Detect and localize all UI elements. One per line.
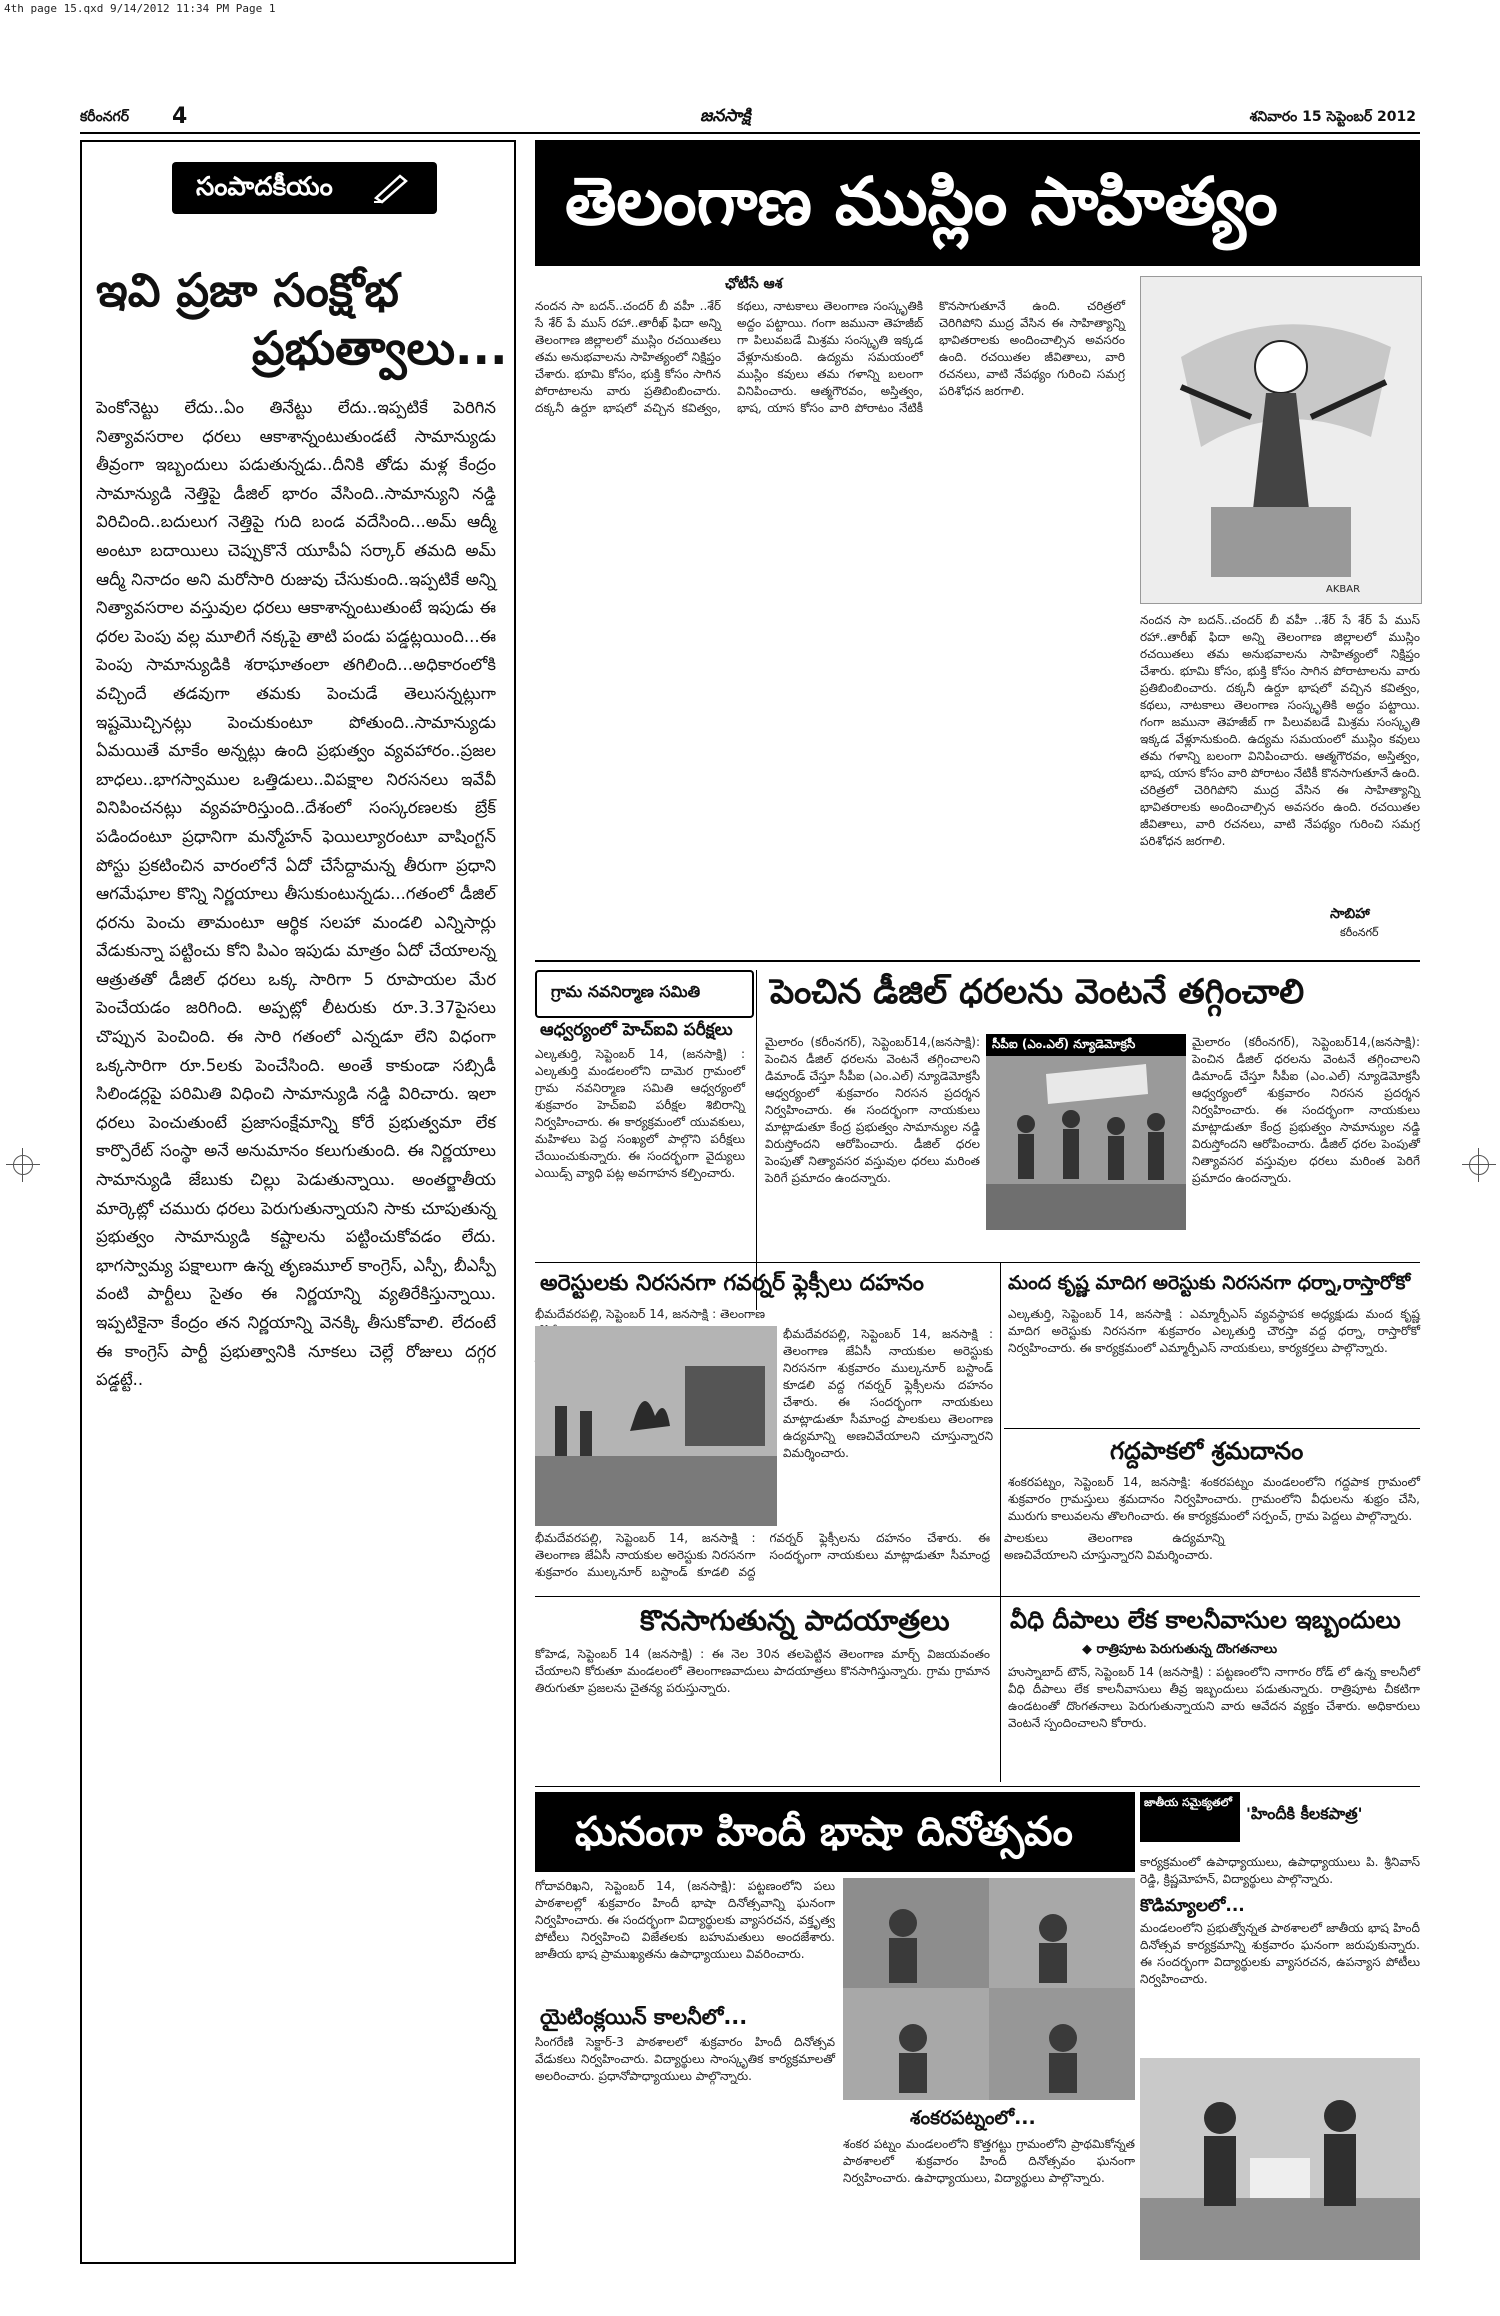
diamond-bullet-icon: ◆ [1082,1642,1097,1657]
pen-icon [372,172,410,204]
page-header [80,104,1420,130]
hindi-day-photo [843,1878,1135,2100]
diesel-continued-text: మైలారం (కరీంనగర్), సెప్టెంబర్14,(జనసాక్షి): పెంచిన డీజిల్ ధరలను వెంటనే తగ్గించాలని డిమాండ్ చేస్తూ సీపీఐ (ఎం.ఎల్) న్యూడెమోక్రసీ ఆధ్వర్యంలో శుక్రవారం నిరసన ప్రదర్శన నిర్వహించారు. ఈ సందర్భంగా నాయకులు మాట్లాడుతూ కేంద్ర ప్రభుత్వం సామాన్యుల నడ్డి విరుస్తోందని ఆరోపించారు. డీజిల్ ధరల పెంపుతో నిత్యావసర వస్తువుల ధరలు మరింత పెరిగే ప్రమాదం ఉందన్నారు. [1192,1035,1420,1185]
feature-article [535,276,1135,932]
feature-cartoon [1140,276,1422,604]
registration-mark-icon [1469,1155,1489,1175]
padayatra-headline: కొనసాగుతున్న పాదయాత్రలు [640,1604,950,1637]
hindi-day-body: గోదావరిఖని, సెప్టెంబర్ 14, (జనసాక్షి): పట్టణంలోని పలు పాఠశాలల్లో శుక్రవారం హిందీ భాషా దినోత్సవాన్ని ఘనంగా నిర్వహించారు. ఈ సందర్భంగా విద్యార్థులకు వ్యాసరచన, వక్తృత్వ పోటీలు నిర్వహించి విజేతలకు బహుమతులు అందజేశారు. జాతీయ భాష ప్రాముఖ్యతను ఉపాధ్యాయులు వివరించారు. [535,1879,835,1961]
yiting-headline: యైటింక్లయిన్ కాలనీలో... [540,2005,748,2029]
national-headline: 'హిందీకి కీలకపాత్ర' [1246,1804,1363,1823]
page-number: 4 [172,104,188,129]
diesel-headline: పెంచిన డీజిల్ ధరలను వెంటనే తగ్గించాలి [770,972,1305,1012]
streetlights-body: హుస్నాబాద్ టౌన్, సెప్టెంబర్ 14 (జనసాక్షి) : పట్టణంలోని నాగారం రోడ్ లో ఉన్న కాలనీలో వీధి దీపాలు లేక కాలనీవాసులు తీవ్ర ఇబ్బందులు పడుతున్నారు. రాత్రిపూట చీకటిగా ఉండటంతో దొంగతనాలు పెరుగుతున్నాయని వారు ఆవేదన వ్యక్తం చేశారు. అధికారులు వెంటనే స్పందించాలని కోరారు. [1008,1665,1420,1730]
section-divider [535,960,1420,962]
section-divider [535,1786,1420,1787]
yiting-body: సింగరేణి సెక్టార్-3 పాఠశాలలో శుక్రవారం హిందీ దినోత్సవ వేడుకలు నిర్వహించారు. విద్యార్థులు సాంస్కృతిక కార్యక్రమాలతో అలరించారు. ప్రధానోపాధ్యాయులు పాల్గొన్నారు. [535,2035,835,2083]
national-kicker: జాతీయ సమైక్యతలో [1144,1796,1232,1809]
national-sub-body: మండలంలోని ప్రభుత్వోన్నత పాఠశాలలో జాతీయ భాష హిందీ దినోత్సవ కార్యక్రమాన్ని శుక్రవారం ఘనంగా జరుపుకున్నారు. ఈ సందర్భంగా విద్యార్థులకు వ్యాసరచన, ఉపన్యాస పోటీలు నిర్వహించారు. [1140,1921,1420,1986]
print-slug: 4th page 15.qxd 9/14/2012 11:34 PM Page 1 [4,2,276,15]
national-kicker-box [1140,1792,1240,1842]
feature-body-continued [1140,612,1420,902]
editorial-headline-line1: ఇవి ప్రజా సంక్షోభ [96,263,399,317]
dharna-body: ఎల్కతుర్తి, సెప్టెంబర్ 14, జనసాక్షి : ఎమ్మార్పీఎస్ వ్యవస్థాపక అధ్యక్షుడు మంద కృష్ణ మాదిగ అరెస్టుకు నిరసనగా శుక్రవారం ఎల్కతుర్తి చౌరస్తా వద్ద ధర్నా, రాస్తారోకో నిర్వహించారు. ఈ కార్యక్రమంలో ఎమ్మార్పీఎస్ నాయకులు, కార్యకర్తలు పాల్గొన్నారు. [1008,1307,1420,1355]
national-sub-headline: కొడిమ్యాలలో... [1140,1896,1245,1916]
issue-date: శనివారం 15 సెప్టెంబర్ 2012 [1249,109,1416,125]
shramadanam-body: శంకరపట్నం, సెప్టెంబర్ 14, జనసాక్షి: శంకరపట్నం మండలంలోని గద్దపాక గ్రామంలో శుక్రవారం గ్రామస్తులు శ్రమదానం నిర్వహించారు. గ్రామంలోని వీధులను శుభ్రం చేసి, మురుగు కాలువలను తొలగించారు. ఈ కార్యక్రమంలో సర్పంచ్, గ్రామ పెద్దలు పాల్గొన్నారు. [1008,1475,1420,1523]
streetlights-subhead-row [1082,1642,1277,1660]
editorial-column [80,140,516,2264]
village-kicker-box [535,970,754,1018]
students-photo [1140,2058,1420,2260]
shankarapatnam-headline: శంకరపట్నంలో... [910,2107,1036,2129]
effigy-photo [535,1326,777,1526]
streetlights-headline: వీధి దీపాలు లేక కాలనీవాసుల ఇబ్బందులు [1010,1606,1401,1634]
national-header [1140,1792,1420,1848]
editorial-body: పెంకోనెట్టు లేదు..ఏం తినేట్టు లేదు..ఇప్పటికే పెరిగిన నిత్యావసరాల ధరలు ఆకాశాన్నంటుతుండటే సామాన్యుడు తీవ్రంగా ఇబ్బందులు పడుతున్నడు..దీనికి తోడు మళ్ల కేంద్రం సామాన్యుడి నెత్తిపై డీజిల్ భారం వేసింది..సామాన్యుని నడ్డి విరిచింది..బదులుగ నెత్తిపై గుది బండ వదేసింది...అమ్ ఆద్మీ అంటూ బదాయిలు చెప్పుకొనే యూపీఏ సర్కార్ తమది అమ్ ఆద్మీ నినాదం అని మరోసారి రుజువు చేసుకుంది..ఇప్పటికే అన్ని నిత్యావసరాల వస్తువుల ధరలు ఆకాశాన్నంటుతుంటే ఇపుడు ఈ ధరల పెంపు వల్ల మూలిగే నక్కపై తాటి పండు పడ్డట్లయింది...ఈ పెంపు సామాన్యుడికి శరాఘాతంలా తగిలింది...అధికారంలోకి వచ్చిందే తడవుగా తమకు పెంచుడే తెలుసన్నట్లుగా ఇష్టమొచ్చినట్లు పెంచుకుంటూ పోతుంది..సామాన్యుడు ఏమయితే మాకేం అన్నట్లు ఉంది ప్రభుత్వం వ్యవహారం..ప్రజల బాధలు..భాగస్వాముల ఒత్తిడులు..విపక్షాల నిరసనలు ఇవేవీ వినిపించనట్లు వ్యవహరిస్తుంది..దేశంలో సంస్కరణలకు బ్రేక్ పడిందంటూ ప్రధానిగా మన్మోహన్ ఫెయిల్యూరంటూ వాషింగ్టన్ పోస్టు ప్రకటించిన వారంలోనే ఏదో చేసేద్దామన్న తీరుగా ప్రధాని ఆగమేఘాల కొన్ని నిర్ణయాలు తీసుకుంటున్నడు...గతంలో డీజిల్ ధరను పెంచు తామంటూ ఆర్థిక సలహా మండలి ఎన్నిసార్లు వేడుకున్నా పట్టించు కోని పిఎం ఇపుడు మాత్రం ఏదో చేయాలన్న ఆత్రుతతో డీజిల్ ధరలు ఒక్క సారిగా 5 రూపాయల మేర పెంచేయడం జరిగింది. అప్పట్లో లీటరుకు రూ.3.37పైసలు చొప్పున పెంచింది. ఈ సారి గతంలో ఎన్నడూ లేని విధంగా ఒక్కసారిగా రూ.5లకు పెంచేసింది. అంతే కాకుండా సబ్సిడీ సిలిండర్లపై పరిమితి విధించి సామాన్యుడి నడ్డి విరిచారు. ఇలా ధరలు పెంచుతుంటే ప్రజాసంక్షేమాన్ని కోరే ప్రభుత్వమా లేక కార్పొరేట్ సంస్థా అనే అనుమానం కలుగుతుంది. ఈ నిర్ణయాలు సామాన్యుడి జేబుకు చిల్లు పెడుతున్నాయి. అంతర్జాతీయ మార్కెట్లో చమురు ధరలు పెరుగుతున్నాయని సాకు చూపుతున్న ప్రభుత్వం సామాన్యుడి కష్టాలను పట్టించుకోవడం లేదు. భాగస్వామ్య పక్షాలుగా ఉన్న తృణమూల్ కాంగ్రెస్, ఎస్పీ, బీఎస్పీ వంటి పార్టీలు సైతం ఈ నిర్ణయాన్ని వ్యతిరేకిస్తున్నాయి. ఇప్పటికైనా కేంద్రం తన నిర్ణయాన్ని వెనక్కి తీసుకోవాలి. లేదంటే ఈ కాంగ్రెస్ పార్టీ ప్రభుత్వానికి నూకలు చెల్లే రోజులు దగ్గర పడ్డట్టే.. [96,398,496,1390]
hindi-day-banner [535,1792,1135,1872]
masthead-logo: జనసాక్షి [700,106,751,126]
protest-photo [986,1034,1186,1230]
feature-banner-title: తెలంగాణ ముస్లిం సాహిత్యం [565,163,1278,240]
column-divider [1000,1262,1001,1782]
editorial-label: సంపాదకీయం [196,172,333,202]
header-rule [80,132,1420,134]
registration-mark-icon [13,1155,33,1175]
diesel-body-continued [1192,1034,1420,1260]
effigy-body: భీమదేవరపల్లి, సెప్టెంబర్ 14, జనసాక్షి : తెలంగాణ జేఏసీ నాయకుల అరెస్టుకు నిరసనగా శుక్రవారం ముల్కనూర్ బస్టాండ్ కూడలి వద్ద గవర్నర్ ఫ్లెక్సీలను దహనం చేశారు. ఈ సందర్భంగా నాయకులు మాట్లాడుతూ సీమాంధ్ర పాలకులు తెలంగాణ ఉద్యమాన్ని అణచివేయాలని చూస్తున్నారని విమర్శించారు. [783,1327,993,1460]
feature-banner [535,140,1420,266]
diesel-tag: సీపీఐ (ఎం.ఎల్) న్యూడెమోక్రసీ [992,1037,1136,1051]
dharna-headline: మంద కృష్ణ మాదిగ అరెస్టుకు నిరసనగా ధర్నా,రాస్తారోకో [1008,1272,1411,1294]
effigy-dateline: భీమదేవరపల్లి, సెప్టెంబర్ 14, జనసాక్షి : తెలంగాణ [535,1307,765,1321]
feature-continued-text: నందన సా బదన్..చందర్ బీ వహీ ..శేర్ సే శేర్ పే ముస్ రహా..తారీఖ్ ఫిదా అన్ని తెలంగాణ జిల్లాలలో ముస్లిం రచయితలు తమ అనుభవాలను సాహిత్యంలో నిక్షిప్తం చేశారు. భూమి కోసం, భుక్తి కోసం సాగిన పోరాటాలను వారు ప్రతిబింబించారు. దక్కనీ ఉర్దూ భాషలో వచ్చిన కవిత్వం, కథలు, నాటకాలు తెలంగాణ సంస్కృతికి అద్దం పట్టాయి. గంగా జమునా తెహజీబ్ గా పిలువబడే మిశ్రమ సంస్కృతి ఇక్కడ వేళ్లూనుకుంది. ఉద్యమ సమయంలో ముస్లిం కవులు తమ గళాన్ని బలంగా వినిపించారు. ఆత్మగౌరవం, అస్తిత్వం, భాష, యాస కోసం వారి పోరాటం నేటికీ కొనసాగుతూనే ఉంది. చరిత్రలో చెరిగిపోని ముద్ర వేసిన ఈ సాహిత్యాన్ని భావితరాలకు అందించాల్సిన అవసరం ఉంది. రచయితల జీవితాలు, వారి రచనలు, వాటి నేపథ్యం గురించి సమగ్ర పరిశోధన జరగాలి. [1140,613,1420,848]
section-divider [1004,1428,1420,1429]
editorial-headline-line2: ప్రభుత్వాలు... [252,321,508,375]
streetlights-subhead: రాత్రిపూట పెరుగుతున్న దొంగతనాలు [1096,1642,1278,1657]
feature-byline-place: కరీంనగర్ [1340,926,1379,939]
section-divider [535,1262,1420,1263]
editorial-label-box [172,162,437,214]
village-headline: ఆధ్వర్యంలో హెచ్ఐవి పరీక్షలు [540,1020,733,1040]
effigy-continued-text: భీమదేవరపల్లి, సెప్టెంబర్ 14, జనసాక్షి : తెలంగాణ జేఏసీ నాయకుల అరెస్టుకు నిరసనగా శుక్రవారం ముల్కనూర్ బస్టాండ్ కూడలి వద్ద గవర్నర్ ఫ్లెక్సీలను దహనం చేశారు. ఈ సందర్భంగా నాయకులు మాట్లాడుతూ సీమాంధ్ర పాలకులు తెలంగాణ ఉద్యమాన్ని అణచివేయాలని చూస్తున్నారని విమర్శించారు. [535,1531,1225,1579]
tag-bar [986,1034,1186,1056]
effigy-body-continued [535,1530,1225,1592]
svg-text:AKBAR: AKBAR [1326,584,1361,595]
section-divider [535,1596,1420,1597]
feature-body: నందన సా బదన్..చందర్ బీ వహీ ..శేర్ సే శేర్ పే ముస్ రహా..తారీఖ్ ఫిదా అన్ని తెలంగాణ జిల్లాలలో ముస్లిం రచయితలు తమ అనుభవాలను సాహిత్యంలో నిక్షిప్తం చేశారు. భూమి కోసం, భుక్తి కోసం సాగిన పోరాటాలను వారు ప్రతిబింబించారు. దక్కనీ ఉర్దూ భాషలో వచ్చిన కవిత్వం, కథలు, నాటకాలు తెలంగాణ సంస్కృతికి అద్దం పట్టాయి. గంగా జమునా తెహజీబ్ గా పిలువబడే మిశ్రమ సంస్కృతి ఇక్కడ వేళ్లూనుకుంది. ఉద్యమ సమయంలో ముస్లిం కవులు తమ గళాన్ని బలంగా వినిపించారు. ఆత్మగౌరవం, అస్తిత్వం, భాష, యాస కోసం వారి పోరాటం నేటికీ కొనసాగుతూనే ఉంది. చరిత్రలో చెరిగిపోని ముద్ర వేసిన ఈ సాహిత్యాన్ని భావితరాలకు అందించాల్సిన అవసరం ఉంది. రచయితల జీవితాలు, వారి రచనలు, వాటి నేపథ్యం గురించి సమగ్ర పరిశోధన జరగాలి. [535,299,1125,415]
cartoon-figure-icon [1141,277,1421,603]
column-divider [756,970,757,1310]
shankarapatnam-body: శంకర పట్నం మండలంలోని కొత్తగట్టు గ్రామంలోని ప్రాథమికోన్నత పాఠశాలలో శుక్రవారం హిందీ దినోత్సవం ఘనంగా నిర్వహించారు. ఉపాధ్యాయులు, విద్యార్థులు పాల్గొన్నారు. [843,2137,1135,2185]
diesel-body: మైలారం (కరీంనగర్), సెప్టెంబర్14,(జనసాక్షి): పెంచిన డీజిల్ ధరలను వెంటనే తగ్గించాలని డిమాండ్ చేస్తూ సీపీఐ (ఎం.ఎల్) న్యూడెమోక్రసీ ఆధ్వర్యంలో శుక్రవారం నిరసన ప్రదర్శన నిర్వహించారు. ఈ సందర్భంగా నాయకులు మాట్లాడుతూ కేంద్ర ప్రభుత్వం సామాన్యుల నడ్డి విరుస్తోందని ఆరోపించారు. డీజిల్ ధరల పెంపుతో నిత్యావసర వస్తువుల ధరలు మరింత పెరిగే ప్రమాదం ఉందన్నారు. [765,1035,980,1185]
village-kicker: గ్రామ నవనిర్మాణ సమితి [551,982,701,1001]
hindi-day-title: ఘనంగా హిందీ భాషా దినోత్సవం [575,1809,1073,1855]
edition-label: కరీంనగర్ [80,109,129,125]
effigy-headline: అరెస్టులకు నిరసనగా గవర్నర్ ఫ్లెక్సీలు దహనం [540,1271,924,1296]
village-body: ఎల్కతుర్తి, సెప్టెంబర్ 14, (జనసాక్షి) : ఎల్కతుర్తి మండలంలోని దామెర గ్రామంలో గ్రామ నవనిర్మాణ సమితి ఆధ్వర్యంలో శుక్రవారం హెచ్ఐవి పరీక్షల శిబిరాన్ని నిర్వహించారు. ఈ కార్యక్రమంలో యువకులు, మహిళలు పెద్ద సంఖ్యలో పాల్గొని పరీక్షలు చేయించుకున్నారు. ఈ సందర్భంగా వైద్యులు ఎయిడ్స్ వ్యాధి పట్ల అవగాహన కల్పించారు. [535,1047,745,1180]
padayatra-body: కోహెడ, సెప్టెంబర్ 14 (జనసాక్షి) : ఈ నెల 30న తలపెట్టిన తెలంగాణ మార్చ్ విజయవంతం చేయాలని కోరుతూ మండలంలో తెలంగాణవాదులు పాదయాత్రలు కొనసాగిస్తున్నారు. గ్రామ గ్రామాన తిరుగుతూ ప్రజలను చైతన్య పరుస్తున్నారు. [535,1647,990,1695]
national-body: కార్యక్రమంలో ఉపాధ్యాయులు, ఉపాధ్యాయులు పి. శ్రీనివాస్ రెడ్డి, క్రిష్ణమోహన్, విద్యార్థులు పాల్గొన్నారు. [1140,1855,1420,1886]
feature-byline: సాబిహా [1330,906,1370,922]
shramadanam-headline: గద్దపాకలో శ్రమదానం [1110,1437,1304,1465]
feature-subheading: ఛోటీసే ఆశ [725,276,783,292]
